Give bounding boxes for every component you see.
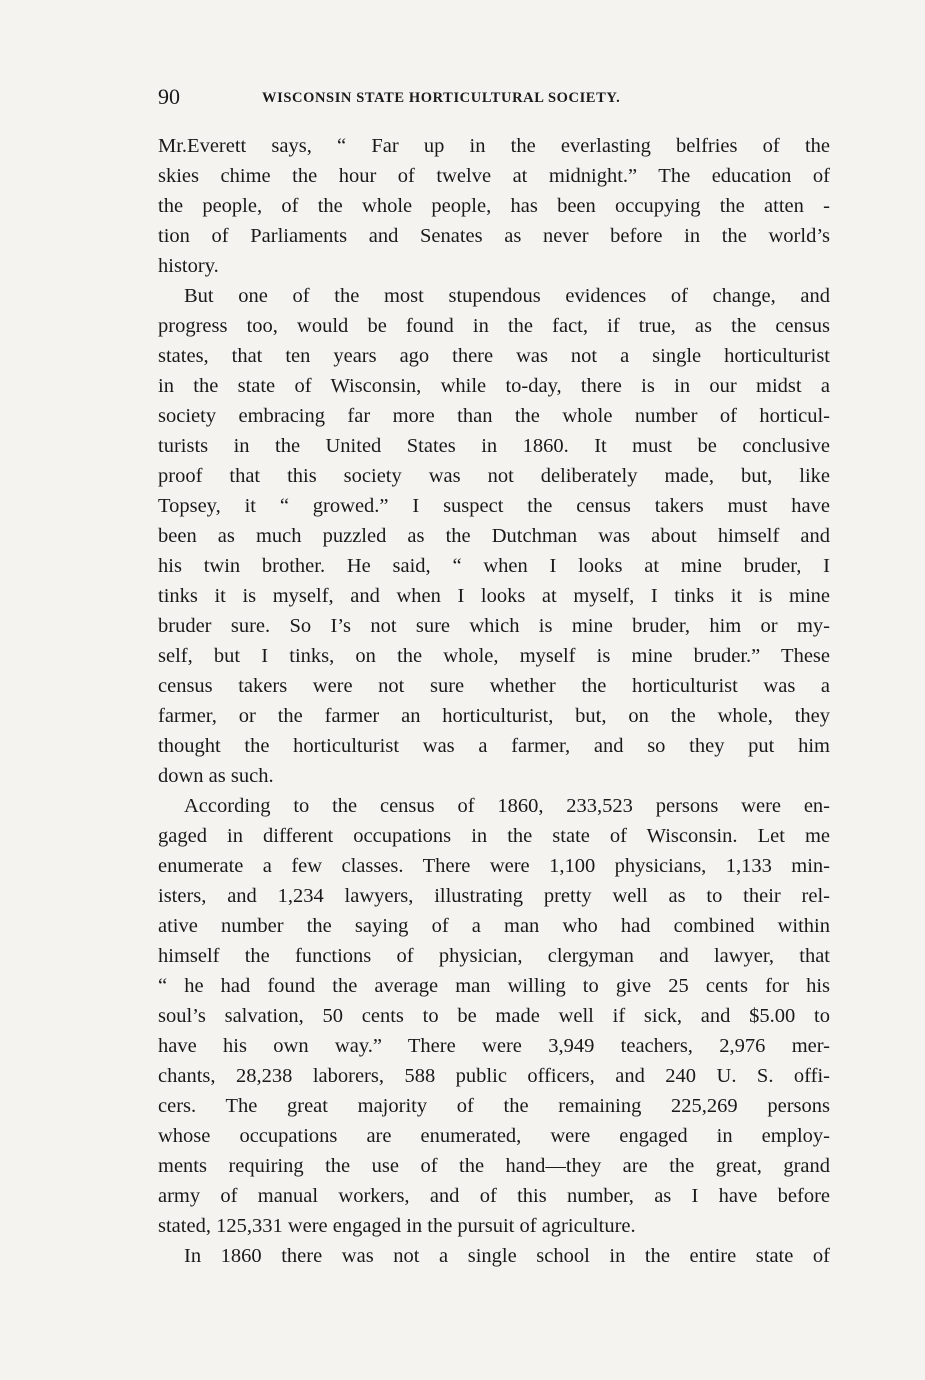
text-line: self, but I tinks, on the whole, myself is mine bruder.” These [158, 645, 830, 667]
running-head [158, 84, 830, 110]
text-line: isters, and 1,234 lawyers, illustrating pretty well as to their rel- [158, 885, 830, 907]
text-line: turists in the United States in 1860. It must be conclusive [158, 435, 830, 457]
text-line: thought the horticulturist was a farmer, and so they put him [158, 735, 830, 757]
running-head-title: WISCONSIN STATE HORTICULTURAL SOCIETY. [262, 90, 621, 106]
text-line: tion of Parliaments and Senates as never before in the world’s [158, 225, 830, 247]
body-text [158, 131, 830, 1271]
text-line: the people, of the whole people, has been occupying the atten - [158, 195, 830, 217]
text-line: In 1860 there was not a single school in the entire state of [184, 1245, 830, 1267]
text-line: progress too, would be found in the fact, if true, as the census [158, 315, 830, 337]
text-line: whose occupations are enumerated, were engaged in employ- [158, 1125, 830, 1147]
text-line: been as much puzzled as the Dutchman was about himself and [158, 525, 830, 547]
text-line: himself the functions of physician, clergyman and lawyer, that [158, 945, 830, 967]
text-line: down as such. [158, 765, 274, 787]
text-line: society embracing far more than the whole number of horticul- [158, 405, 830, 427]
text-line: enumerate a few classes. There were 1,100 physicians, 1,133 min- [158, 855, 830, 877]
text-line: “ he had found the average man willing to give 25 cents for his [158, 975, 830, 997]
text-line: tinks it is myself, and when I looks at myself, I tinks it is mine [158, 585, 830, 607]
text-line: Mr.Everett says, “ Far up in the everlasting belfries of the [158, 135, 830, 157]
text-line: gaged in different occupations in the state of Wisconsin. Let me [158, 825, 830, 847]
text-line: soul’s salvation, 50 cents to be made well if sick, and $5.00 to [158, 1005, 830, 1027]
text-line: have his own way.” There were 3,949 teachers, 2,976 mer- [158, 1035, 830, 1057]
text-line: stated, 125,331 were engaged in the pursuit of agriculture. [158, 1215, 636, 1237]
text-line: ative number the saying of a man who had combined within [158, 915, 830, 937]
page-number: 90 [158, 84, 180, 109]
text-line: his twin brother. He said, “ when I looks at mine bruder, I [158, 555, 830, 577]
text-line: chants, 28,238 laborers, 588 public officers, and 240 U. S. offi- [158, 1065, 830, 1087]
text-line: ments requiring the use of the hand—they are the great, grand [158, 1155, 830, 1177]
text-line: army of manual workers, and of this number, as I have before [158, 1185, 830, 1207]
text-line: census takers were not sure whether the horticulturist was a [158, 675, 830, 697]
text-line: cers. The great majority of the remaining 225,269 persons [158, 1095, 830, 1117]
text-line: states, that ten years ago there was not a single horticulturist [158, 345, 830, 367]
text-line: But one of the most stupendous evidences of change, and [184, 285, 830, 307]
text-line: farmer, or the farmer an horticulturist, but, on the whole, they [158, 705, 830, 727]
text-line: history. [158, 255, 219, 277]
text-line: proof that this society was not deliberately made, but, like [158, 465, 830, 487]
text-line: According to the census of 1860, 233,523 persons were en- [184, 795, 830, 817]
text-line: Topsey, it “ growed.” I suspect the census takers must have [158, 495, 830, 517]
text-line: bruder sure. So I’s not sure which is mine bruder, him or my- [158, 615, 830, 637]
text-line: in the state of Wisconsin, while to-day, there is in our midst a [158, 375, 830, 397]
text-line: skies chime the hour of twelve at midnight.” The education of [158, 165, 830, 187]
